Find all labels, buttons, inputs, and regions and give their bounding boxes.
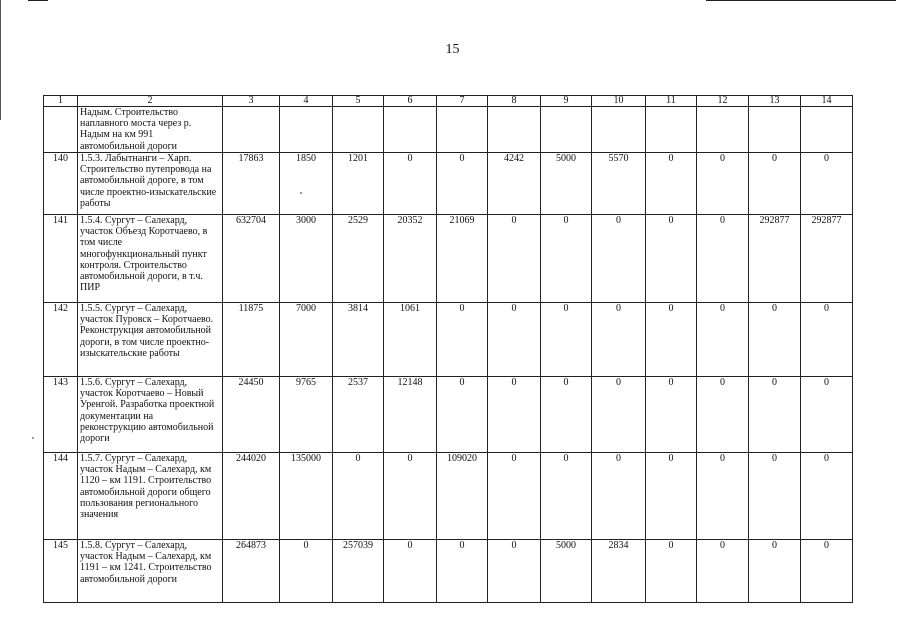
header-cell: 8 — [488, 96, 541, 107]
value-cell — [592, 107, 646, 153]
row-number: 140 — [44, 153, 78, 215]
value-cell: 3000 — [280, 215, 333, 303]
value-cell: 9765 — [280, 377, 333, 453]
value-cell: 0 — [437, 540, 488, 603]
row-number: 144 — [44, 453, 78, 540]
value-cell: 0 — [592, 453, 646, 540]
value-cell: 2537 — [333, 377, 384, 453]
row-description: 1.5.6. Сургут – Салехард, участок Коротчаево – Новый Уренгой. Разработка проектной документации на реконструкцию автомобильной дороги — [78, 377, 223, 453]
table-row — [44, 377, 853, 453]
table-row — [44, 540, 853, 603]
page-edge-line — [0, 0, 1, 120]
value-cell: 3814 — [333, 303, 384, 377]
row-description: 1.5.3. Лабытнанги – Харп. Строительство путепровода на автомобильной дороге, в том числе проектно-изыскательские работы — [78, 153, 223, 215]
value-cell: 7000 — [280, 303, 333, 377]
value-cell: 0 — [384, 453, 437, 540]
budget-table — [43, 95, 853, 603]
value-cell: 0 — [801, 377, 853, 453]
value-cell: 5570 — [592, 153, 646, 215]
row-description: 1.5.8. Сургут – Салехард, участок Надым – Салехард, км 1191 – км 1241. Строительство автомобильной дороги — [78, 540, 223, 603]
value-cell: 0 — [646, 153, 697, 215]
value-cell: 0 — [592, 215, 646, 303]
value-cell: 0 — [749, 377, 801, 453]
value-cell: 0 — [488, 303, 541, 377]
value-cell: 0 — [437, 153, 488, 215]
table-row — [44, 303, 853, 377]
value-cell: 0 — [488, 540, 541, 603]
table-row — [44, 215, 853, 303]
value-cell: 0 — [384, 540, 437, 603]
value-cell: 0 — [592, 377, 646, 453]
value-cell: 0 — [801, 153, 853, 215]
value-cell: 244020 — [223, 453, 280, 540]
value-cell: 0 — [488, 215, 541, 303]
value-cell: 0 — [541, 303, 592, 377]
value-cell: 0 — [801, 453, 853, 540]
value-cell: 0 — [697, 153, 749, 215]
value-cell — [541, 107, 592, 153]
value-cell: 135000 — [280, 453, 333, 540]
value-cell: 1061 — [384, 303, 437, 377]
value-cell: 0 — [646, 540, 697, 603]
value-cell: 0 — [541, 453, 592, 540]
value-cell: 0 — [697, 215, 749, 303]
value-cell: 0 — [749, 303, 801, 377]
scan-speck — [32, 437, 34, 439]
row-number: 141 — [44, 215, 78, 303]
value-cell: 0 — [333, 453, 384, 540]
header-cell: 4 — [280, 96, 333, 107]
value-cell: 292877 — [749, 215, 801, 303]
value-cell: 2834 — [592, 540, 646, 603]
value-cell: 1850 — [280, 153, 333, 215]
value-cell: 0 — [646, 453, 697, 540]
value-cell: 12148 — [384, 377, 437, 453]
value-cell: 257039 — [333, 540, 384, 603]
value-cell: 0 — [801, 303, 853, 377]
value-cell: 5000 — [541, 540, 592, 603]
value-cell: 0 — [697, 303, 749, 377]
table-row — [44, 453, 853, 540]
value-cell: 0 — [646, 303, 697, 377]
header-cell: 10 — [592, 96, 646, 107]
row-description: 1.5.7. Сургут – Салехард, участок Надым – Салехард, км 1120 – км 1191. Строительство автомобильной дороги общего пользования регионального значения — [78, 453, 223, 540]
value-cell: 4242 — [488, 153, 541, 215]
value-cell: 2529 — [333, 215, 384, 303]
value-cell — [646, 107, 697, 153]
row-number — [44, 107, 78, 153]
row-description: 1.5.5. Сургут – Салехард, участок Пуровск – Коротчаево. Реконструкция автомобильной дороги, в том числе проектно-изыскательские работы — [78, 303, 223, 377]
value-cell: 0 — [280, 540, 333, 603]
page-number: 15 — [445, 42, 460, 57]
value-cell — [749, 107, 801, 153]
value-cell: 0 — [697, 377, 749, 453]
row-description: 1.5.4. Сургут – Салехард, участок Объезд Коротчаево, в том числе многофункциональный пункт контроля. Строительство автомобильной дороги, в т.ч. ПИР — [78, 215, 223, 303]
value-cell: 0 — [801, 540, 853, 603]
row-description: Надым. Строительство наплавного моста через р. Надым на км 991 автомобильной дороги — [78, 107, 223, 153]
value-cell: 0 — [541, 377, 592, 453]
value-cell: 632704 — [223, 215, 280, 303]
value-cell — [801, 107, 853, 153]
value-cell: 264873 — [223, 540, 280, 603]
value-cell: 0 — [384, 153, 437, 215]
value-cell — [437, 107, 488, 153]
table-row — [44, 153, 853, 215]
header-row — [44, 96, 853, 107]
header-cell: 3 — [223, 96, 280, 107]
value-cell: 0 — [488, 453, 541, 540]
header-cell: 5 — [333, 96, 384, 107]
header-cell: 9 — [541, 96, 592, 107]
header-cell: 1 — [44, 96, 78, 107]
value-cell: 1201 — [333, 153, 384, 215]
value-cell: 0 — [541, 215, 592, 303]
value-cell: 109020 — [437, 453, 488, 540]
header-cell: 7 — [437, 96, 488, 107]
value-cell: 0 — [592, 303, 646, 377]
value-cell: 21069 — [437, 215, 488, 303]
value-cell: 0 — [749, 453, 801, 540]
value-cell: 20352 — [384, 215, 437, 303]
value-cell: 0 — [697, 540, 749, 603]
value-cell: 0 — [646, 215, 697, 303]
header-cell: 11 — [646, 96, 697, 107]
value-cell — [488, 107, 541, 153]
header-cell: 13 — [749, 96, 801, 107]
value-cell: 0 — [437, 303, 488, 377]
value-cell: 5000 — [541, 153, 592, 215]
top-rule-left — [28, 0, 48, 1]
row-number: 143 — [44, 377, 78, 453]
top-rule-right — [706, 0, 896, 1]
value-cell: 0 — [697, 453, 749, 540]
value-cell: 24450 — [223, 377, 280, 453]
value-cell: 0 — [749, 540, 801, 603]
value-cell: 0 — [437, 377, 488, 453]
value-cell: 0 — [749, 153, 801, 215]
row-number: 142 — [44, 303, 78, 377]
header-cell: 6 — [384, 96, 437, 107]
value-cell: 0 — [646, 377, 697, 453]
value-cell — [280, 107, 333, 153]
value-cell — [333, 107, 384, 153]
row-number: 145 — [44, 540, 78, 603]
value-cell: 292877 — [801, 215, 853, 303]
header-cell: 12 — [697, 96, 749, 107]
header-cell: 14 — [801, 96, 853, 107]
value-cell — [384, 107, 437, 153]
value-cell: 11875 — [223, 303, 280, 377]
table-row — [44, 107, 853, 153]
value-cell: 0 — [488, 377, 541, 453]
value-cell: 17863 — [223, 153, 280, 215]
header-cell: 2 — [78, 96, 223, 107]
value-cell — [223, 107, 280, 153]
value-cell — [697, 107, 749, 153]
